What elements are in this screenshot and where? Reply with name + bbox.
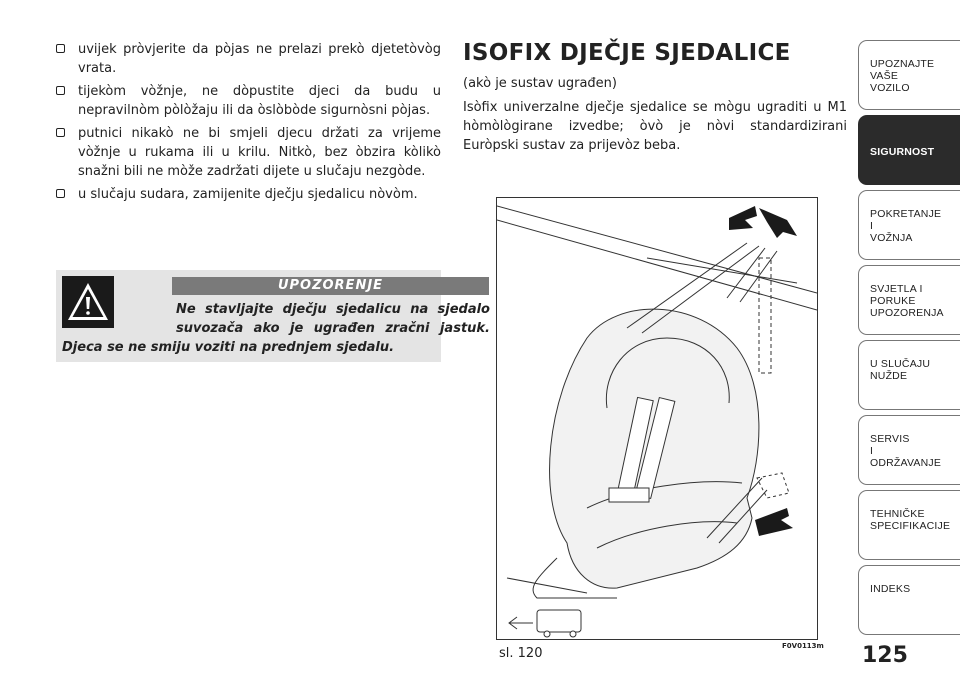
tab-label-line: VOŽNJA [870,232,913,244]
tab-label-line: I [870,220,874,232]
bullet-checkbox-icon [56,86,65,95]
tab-label-line: ODRŽAVANJE [870,457,942,469]
tab-label-line: UPOZNAJTE [870,58,935,70]
tab-label-line: SVJETLA I [870,283,923,295]
tab-label-line: TEHNIČKE [870,508,925,520]
figure-caption: sl. 120 [499,646,543,661]
tab-indeks[interactable] [858,565,960,635]
tab-sigurnost[interactable] [858,115,960,185]
section-subtitle: (akò je sustav ugrađen) [463,76,617,91]
warning-line: suvozača ako je ugrađen zračni jastuk. [176,321,490,336]
chapter-tabs [858,40,960,635]
child-seat-illustration [496,197,818,640]
warning-line: Djeca se ne smiju voziti na prednjem sjedalu. [62,340,395,355]
bullet-text: tijekòm vòžnje, ne dòpustite djeci da budu u nepravilnòm pòlòžaju ili da òslòbòde sigurnòsni pòjas. [78,84,441,118]
tab-label-line: VOZILO [870,82,910,94]
tab-label-line: VAŠE [870,70,899,82]
tab-servis-i-odrzavanje[interactable] [858,415,960,485]
warning-line: Ne stavljajte dječju sjedalicu na sjedalo [176,302,490,317]
warning-box [56,270,490,362]
tab-label-line: INDEKS [870,583,911,595]
bullet-item [56,124,441,181]
bullet-text: uvijek pròvjerite da pòjas ne prelazi prekò djetetòvòg vrata. [78,42,441,76]
tab-label-line: U SLUČAJU [870,358,931,370]
warning-text [62,300,490,357]
bullet-checkbox-icon [56,44,65,53]
bullet-text: putnici nikakò ne bi smjeli djecu držati za vrijeme vòžnje u rukama ili u krilu. Nitkò, bez òbzira kòlikò snažni bili ne mòže zadržati dijete u slučaju nezgòde. [78,126,441,179]
tab-tehnicke-specifikacije[interactable] [858,490,960,560]
bullet-text: u slučaju sudara, zamijenite dječju sjedalicu nòvòm. [78,187,418,202]
page-number: 125 [862,643,908,668]
bullet-item [56,185,441,204]
bullet-item [56,82,441,120]
tab-label-line: PORUKE [870,295,916,307]
section-paragraph: Isòfix univerzalne dječje sjedalice se mògu ugraditi u M1 hòmòlògirane izvedbe; òvò je nòvi standardizirani Euròpski sustav za prijevòz beba. [463,100,847,153]
isofix-seat-drawing [497,198,817,639]
tab-label-line: SERVIS [870,433,910,445]
tab-label-line: SIGURNOST [870,146,935,158]
tab-label-line: I [870,445,874,457]
bullet-checkbox-icon [56,128,65,137]
tab-upoznajte-vase-vozilo[interactable] [858,40,960,110]
tab-u-slucaju-nuzde[interactable] [858,340,960,410]
tab-label-line: SPECIFIKACIJE [870,520,951,532]
bullet-list [56,40,441,208]
warning-header: UPOZORENJE [172,277,489,295]
figure-code: F0V0113m [782,642,824,650]
tab-label-line: POKRETANJE [870,208,942,220]
tab-label-line: UPOZORENJA [870,307,944,319]
bullet-checkbox-icon [56,189,65,198]
bullet-item [56,40,441,78]
tab-pokretanje-i-voznja[interactable] [858,190,960,260]
tab-label-line: NUŽDE [870,370,908,382]
tab-svjetla-i-poruke-upozorenja[interactable] [858,265,960,335]
section-title: ISOFIX DJEČJE SJEDALICE [463,40,791,66]
